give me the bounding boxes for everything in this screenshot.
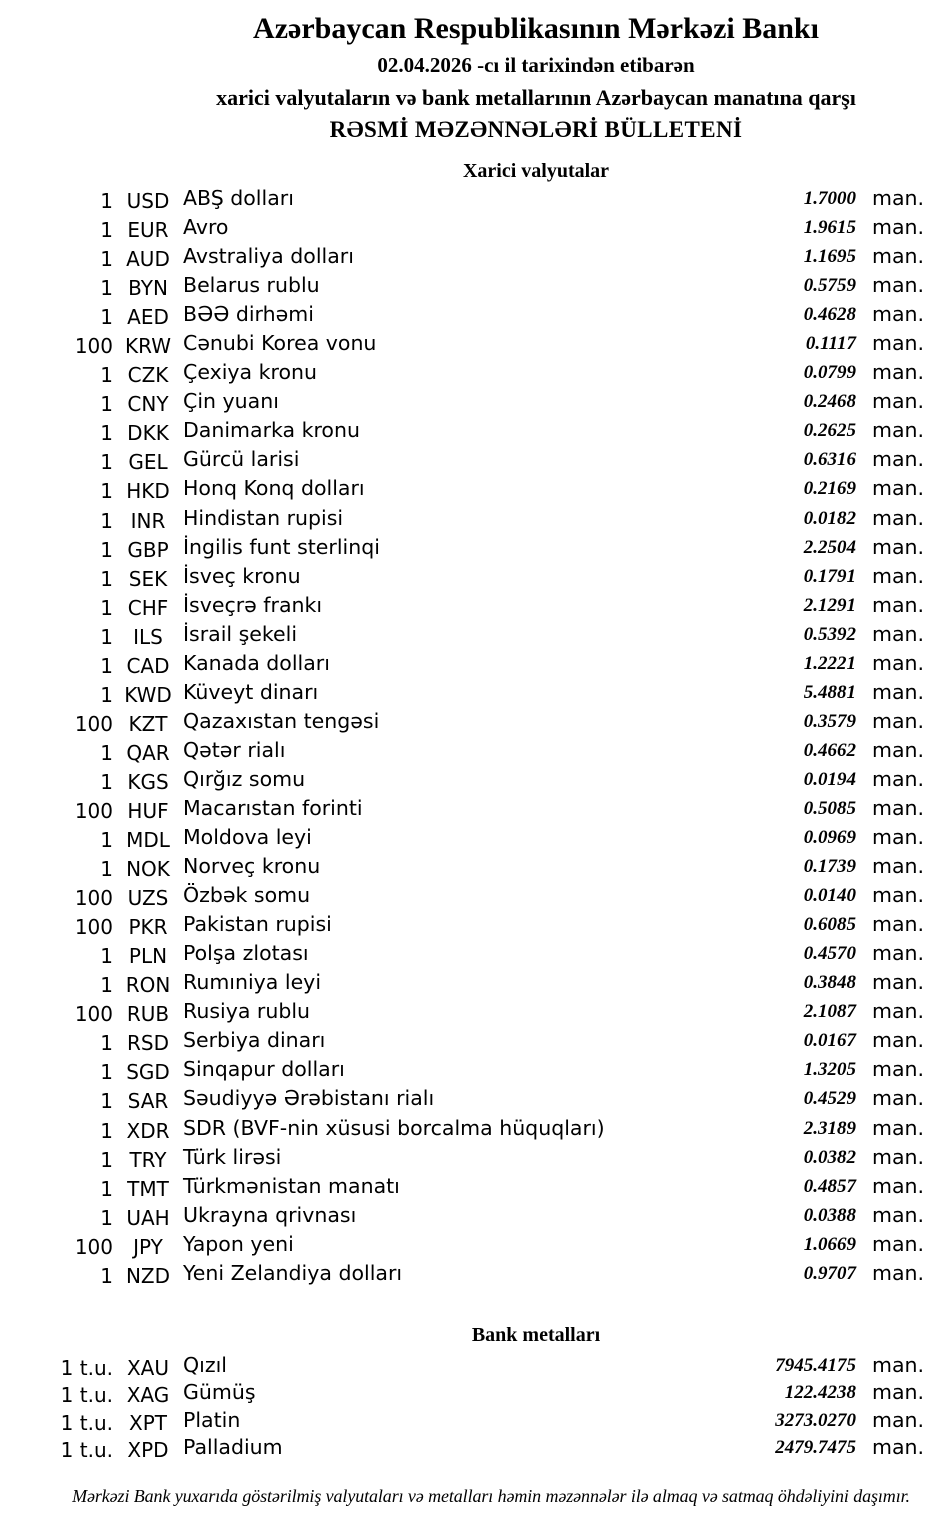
currency-name-cell: Qırğız somu [183, 766, 306, 791]
quantity-cell: 1 [100, 218, 113, 243]
currencies-row [0, 358, 952, 387]
unit-cell: man. [872, 1028, 925, 1053]
currency-name-cell: Honq Konq dolları [183, 476, 365, 501]
currencies-row [0, 1026, 952, 1055]
currency-name-cell: Səudiyyə Ərəbistanı rialı [183, 1086, 435, 1111]
currency-code-cell: MDL [126, 828, 170, 853]
currency-code-cell: INR [130, 508, 166, 533]
rate-value-cell: 2.3189 [803, 1117, 856, 1139]
rate-value-cell: 122.4238 [784, 1382, 856, 1404]
rate-value-cell: 1.1695 [803, 246, 856, 268]
currencies-row [0, 765, 952, 794]
bulletin-header [0, 0, 952, 144]
currencies-row [0, 1084, 952, 1113]
currencies-row [0, 852, 952, 881]
rate-value-cell: 0.3848 [803, 972, 856, 994]
currency-name-cell: Palladium [183, 1435, 283, 1460]
unit-cell: man. [872, 1144, 925, 1169]
rate-value-cell: 0.6316 [803, 449, 856, 471]
currency-code-cell: CZK [127, 363, 169, 388]
currencies-row [0, 1230, 952, 1259]
currency-name-cell: Rumıniya leyi [183, 970, 322, 995]
currencies-row [0, 649, 952, 678]
unit-cell: man. [872, 389, 925, 414]
unit-cell: man. [872, 1352, 925, 1377]
quantity-cell: 100 [74, 1234, 113, 1259]
currency-code-cell: EUR [127, 218, 169, 243]
unit-cell: man. [872, 244, 925, 269]
quantity-cell: 1 t.u. [60, 1410, 113, 1435]
currencies-row [0, 474, 952, 503]
unit-cell: man. [872, 215, 925, 240]
unit-cell: man. [872, 302, 925, 327]
currency-name-cell: Çin yuanı [183, 389, 279, 414]
quantity-cell: 1 [100, 1176, 113, 1201]
currency-code-cell: KZT [128, 711, 168, 736]
currency-name-cell: Moldova leyi [183, 825, 312, 850]
currencies-row [0, 968, 952, 997]
unit-cell: man. [872, 563, 925, 588]
quantity-cell: 1 [100, 769, 113, 794]
currency-code-cell: NZD [125, 1263, 171, 1288]
currency-name-cell: BƏƏ dirhəmi [183, 302, 314, 327]
unit-cell: man. [872, 679, 925, 704]
currency-name-cell: Avro [183, 215, 229, 240]
rate-value-cell: 1.3205 [803, 1059, 856, 1081]
unit-cell: man. [872, 534, 925, 559]
currencies-row [0, 445, 952, 474]
rate-value-cell: 1.9615 [803, 217, 856, 239]
quantity-cell: 1 [100, 566, 113, 591]
rate-value-cell: 2.1087 [803, 1001, 856, 1023]
quantity-cell: 1 [100, 595, 113, 620]
rate-value-cell: 0.2468 [803, 391, 856, 413]
unit-cell: man. [872, 854, 925, 879]
currency-code-cell: XDR [126, 1118, 170, 1143]
rate-value-cell: 0.4628 [803, 304, 856, 326]
unit-cell: man. [872, 708, 925, 733]
currency-name-cell: Serbiya dinarı [183, 1028, 326, 1053]
unit-cell: man. [872, 912, 925, 937]
currencies-row [0, 939, 952, 968]
quantity-cell: 1 [100, 1060, 113, 1085]
quantity-cell: 1 [100, 1263, 113, 1288]
currency-code-cell: PLN [128, 944, 168, 969]
currency-code-cell: AUD [126, 247, 170, 272]
quantity-cell: 1 [100, 363, 113, 388]
unit-cell: man. [872, 360, 925, 385]
currency-code-cell: SGD [126, 1060, 170, 1085]
rate-value-cell: 0.0194 [803, 768, 856, 790]
quantity-cell: 1 t.u. [60, 1438, 113, 1463]
quantity-cell: 1 [100, 537, 113, 562]
currencies-row [0, 997, 952, 1026]
metals-section-title: Bank metalları [471, 1323, 601, 1346]
unit-cell: man. [872, 999, 925, 1024]
quantity-cell: 1 [100, 189, 113, 213]
quantity-cell: 1 [100, 682, 113, 707]
currency-code-cell: HKD [126, 479, 170, 504]
rate-value-cell: 0.0388 [803, 1204, 856, 1226]
quantity-cell: 1 t.u. [60, 1383, 113, 1408]
currency-code-cell: XPD [127, 1438, 169, 1463]
quantity-cell: 1 [100, 944, 113, 969]
rate-value-cell: 1.0669 [803, 1233, 856, 1255]
metals-row [0, 1434, 952, 1462]
currency-name-cell: İngilis funt sterlinqi [183, 534, 380, 559]
unit-cell: man. [872, 650, 925, 675]
unit-cell: man. [872, 970, 925, 995]
currency-name-cell: Danimarka kronu [183, 418, 360, 443]
currency-code-cell: CNY [127, 392, 169, 417]
currency-name-cell: Qətər rialı [183, 737, 286, 762]
currency-name-cell: İsrail şekeli [183, 621, 298, 646]
rate-value-cell: 5.4881 [803, 681, 856, 703]
currency-code-cell: AED [127, 305, 169, 330]
currencies-row [0, 242, 952, 271]
currency-name-cell: Hindistan rupisi [183, 505, 344, 530]
currency-name-cell: Qızıl [183, 1352, 227, 1377]
currencies-row [0, 533, 952, 562]
currency-name-cell: Özbək somu [183, 883, 311, 908]
currency-name-cell: Küveyt dinarı [183, 679, 319, 704]
unit-cell: man. [872, 1407, 925, 1432]
rate-value-cell: 0.1791 [803, 565, 856, 587]
unit-cell: man. [872, 418, 925, 443]
currency-code-cell: TMT [127, 1176, 169, 1201]
currencies-row [0, 271, 952, 300]
unit-cell: man. [872, 1115, 925, 1140]
quantity-cell: 100 [74, 1002, 113, 1027]
currencies-row [0, 184, 952, 213]
rate-value-cell: 0.4662 [803, 739, 856, 761]
rate-value-cell: 0.5085 [803, 797, 856, 819]
quantity-cell: 1 [100, 624, 113, 649]
rate-value-cell: 2.2504 [803, 536, 856, 558]
rate-value-cell: 3273.0270 [775, 1409, 856, 1431]
currencies-row [0, 620, 952, 649]
currency-code-cell: RSD [127, 1031, 169, 1056]
unit-cell: man. [872, 825, 925, 850]
currency-name-cell: Kanada dolları [183, 650, 330, 675]
quantity-cell: 1 [100, 479, 113, 504]
currencies-row [0, 910, 952, 939]
currency-name-cell: Norveç kronu [183, 854, 321, 879]
currencies-row [0, 213, 952, 242]
unit-cell: man. [872, 737, 925, 762]
rate-value-cell: 0.0969 [803, 827, 856, 849]
rate-value-cell: 1.7000 [803, 188, 856, 209]
currency-code-cell: RON [125, 973, 171, 998]
currencies-row [0, 707, 952, 736]
currency-code-cell: RUB [126, 1002, 170, 1027]
currency-code-cell: NOK [126, 857, 170, 882]
rate-value-cell: 0.1739 [803, 856, 856, 878]
quantity-cell: 1 [100, 508, 113, 533]
rate-value-cell: 0.0140 [803, 885, 856, 907]
unit-cell: man. [872, 592, 925, 617]
currencies-row [0, 300, 952, 329]
rate-value-cell: 0.3579 [803, 710, 856, 732]
unit-cell: man. [872, 1202, 925, 1227]
unit-cell: man. [872, 331, 925, 356]
currencies-table [0, 184, 952, 1288]
currency-code-cell: USD [126, 189, 170, 213]
currencies-row [0, 416, 952, 445]
unit-cell: man. [872, 766, 925, 791]
rate-value-cell: 0.2169 [803, 478, 856, 500]
rate-value-cell: 0.9707 [803, 1262, 856, 1284]
currencies-row [0, 1114, 952, 1143]
currencies-row [0, 562, 952, 591]
rate-value-cell: 0.4570 [803, 943, 856, 965]
currencies-section-title: Xarici valyutalar [462, 160, 610, 182]
metals-table [0, 1352, 952, 1462]
currency-name-cell: Avstraliya dolları [183, 244, 354, 269]
currencies-row [0, 678, 952, 707]
currency-name-cell: Qazaxıstan tengəsi [183, 708, 380, 733]
currencies-row [0, 504, 952, 533]
quantity-cell: 100 [74, 711, 113, 736]
currency-code-cell: HUF [127, 798, 169, 823]
currency-name-cell: İsveç kronu [183, 563, 301, 588]
currency-code-cell: XPT [129, 1410, 167, 1435]
quantity-cell: 1 [100, 857, 113, 882]
quantity-cell: 1 [100, 421, 113, 446]
quantity-cell: 1 [100, 1147, 113, 1172]
currencies-row [0, 591, 952, 620]
quantity-cell: 1 [100, 828, 113, 853]
rate-value-cell: 0.5759 [803, 275, 856, 297]
bank-title: Azərbaycan Respublikasının Mərkəzi Bankı [253, 12, 819, 45]
currency-name-cell: Rusiya rublu [183, 999, 311, 1024]
bank-metals-section [0, 1322, 952, 1462]
currencies-row [0, 1201, 952, 1230]
currency-name-cell: Macarıstan forinti [183, 795, 363, 820]
currency-name-cell: Platin [183, 1407, 241, 1432]
subtitle-line: xarici valyutaların və bank metallarının Azərbaycan manatına qarşı [216, 85, 856, 110]
currency-code-cell: XAG [126, 1383, 170, 1408]
currencies-row [0, 1172, 952, 1201]
currency-code-cell: CAD [126, 653, 170, 678]
currency-code-cell: UZS [127, 886, 169, 911]
currency-name-cell: Gümüş [183, 1380, 256, 1405]
quantity-cell: 100 [74, 886, 113, 911]
unit-cell: man. [872, 1086, 925, 1111]
rate-value-cell: 0.6085 [803, 914, 856, 936]
foreign-currencies-section [0, 158, 952, 1288]
currency-code-cell: JPY [133, 1234, 163, 1259]
unit-cell: man. [872, 1057, 925, 1082]
rate-value-cell: 0.1117 [805, 333, 856, 355]
unit-cell: man. [872, 941, 925, 966]
currency-name-cell: Türk lirəsi [183, 1144, 282, 1169]
currency-code-cell: KGS [127, 769, 169, 794]
unit-cell: man. [872, 795, 925, 820]
quantity-cell: 1 [100, 1031, 113, 1056]
disclaimer-text: Mərkəzi Bank yuxarıda göstərilmiş valyutaları və metalları həmin məzənnələr ilə almaq və satmaq öhdəliyini daşımır. [72, 1485, 910, 1506]
currency-name-cell: İsveçrə frankı [183, 592, 323, 617]
quantity-cell: 100 [74, 915, 113, 940]
quantity-cell: 1 [100, 450, 113, 475]
unit-cell: man. [872, 1380, 925, 1405]
unit-cell: man. [872, 186, 925, 210]
currency-name-cell: Belarus rublu [183, 273, 320, 298]
rate-value-cell: 0.0799 [803, 362, 856, 384]
rate-value-cell: 0.0167 [803, 1030, 856, 1052]
rate-value-cell: 0.4857 [803, 1175, 856, 1197]
currency-code-cell: CHF [127, 595, 169, 620]
metals-row [0, 1352, 952, 1380]
currency-code-cell: GEL [128, 450, 168, 475]
currencies-row [0, 736, 952, 765]
rate-value-cell: 7945.4175 [775, 1354, 856, 1376]
unit-cell: man. [872, 621, 925, 646]
bulletin-title: RƏSMİ MƏZƏNNƏLƏRİ BÜLLETENİ [329, 117, 743, 142]
rate-value-cell: 0.0182 [803, 507, 856, 529]
currencies-row [0, 881, 952, 910]
currency-code-cell: TRY [129, 1147, 167, 1172]
metals-row [0, 1379, 952, 1407]
quantity-cell: 1 [100, 276, 113, 301]
currency-code-cell: PKR [128, 915, 168, 940]
currencies-row [0, 329, 952, 358]
quantity-cell: 1 t.u. [60, 1355, 113, 1380]
currency-code-cell: XAU [126, 1355, 170, 1380]
effective-date-line: 02.04.2026 -cı il tarixindən etibarən [377, 53, 695, 77]
quantity-cell: 1 [100, 392, 113, 417]
quantity-cell: 100 [74, 334, 113, 359]
currency-code-cell: DKK [127, 421, 169, 446]
currencies-row [0, 387, 952, 416]
currency-code-cell: ILS [133, 624, 163, 649]
unit-cell: man. [872, 883, 925, 908]
currency-name-cell: Sinqapur dolları [183, 1057, 345, 1082]
rate-value-cell: 2479.7475 [775, 1437, 856, 1459]
rate-value-cell: 0.4529 [803, 1088, 856, 1110]
quantity-cell: 1 [100, 1205, 113, 1230]
unit-cell: man. [872, 447, 925, 472]
unit-cell: man. [872, 476, 925, 501]
quantity-cell: 1 [100, 1089, 113, 1114]
currency-name-cell: Çexiya kronu [183, 360, 317, 385]
currency-name-cell: Ukrayna qrivnası [183, 1202, 357, 1227]
currency-code-cell: UAH [126, 1205, 170, 1230]
unit-cell: man. [872, 1231, 925, 1256]
rate-value-cell: 0.0382 [803, 1146, 856, 1168]
currency-name-cell: Gürcü larisi [183, 447, 300, 472]
quantity-cell: 1 [100, 973, 113, 998]
currencies-row [0, 1055, 952, 1084]
currency-code-cell: SEK [128, 566, 168, 591]
quantity-cell: 100 [74, 798, 113, 823]
currency-name-cell: Yeni Zelandiya dolları [183, 1260, 403, 1285]
currency-name-cell: ABŞ dolları [183, 186, 294, 210]
currency-name-cell: Polşa zlotası [183, 941, 309, 966]
currency-code-cell: QAR [126, 740, 170, 765]
rate-value-cell: 0.5392 [803, 623, 856, 645]
currency-code-cell: KWD [124, 682, 172, 707]
currency-name-cell: Türkmənistan manatı [183, 1173, 400, 1198]
currency-name-cell: Yapon yeni [183, 1231, 294, 1256]
currencies-row [0, 1259, 952, 1288]
currency-name-cell: Pakistan rupisi [183, 912, 332, 937]
currencies-row [0, 823, 952, 852]
unit-cell: man. [872, 273, 925, 298]
currency-name-cell: SDR (BVF-nin xüsusi borcalma hüquqları) [183, 1115, 605, 1140]
quantity-cell: 1 [100, 653, 113, 678]
currency-name-cell: Cənubi Korea vonu [183, 331, 377, 356]
unit-cell: man. [872, 1260, 925, 1285]
quantity-cell: 1 [100, 247, 113, 272]
unit-cell: man. [872, 505, 925, 530]
unit-cell: man. [872, 1173, 925, 1198]
rate-value-cell: 0.2625 [803, 420, 856, 442]
currencies-row [0, 794, 952, 823]
currency-code-cell: SAR [127, 1089, 169, 1114]
currency-code-cell: GBP [127, 537, 169, 562]
quantity-cell: 1 [100, 305, 113, 330]
unit-cell: man. [872, 1435, 925, 1460]
currency-code-cell: KRW [125, 334, 171, 359]
rate-value-cell: 2.1291 [803, 594, 856, 616]
quantity-cell: 1 [100, 1118, 113, 1143]
metals-row [0, 1407, 952, 1435]
currencies-row [0, 1143, 952, 1172]
rate-value-cell: 1.2221 [803, 652, 856, 674]
currency-code-cell: BYN [128, 276, 168, 301]
quantity-cell: 1 [100, 740, 113, 765]
